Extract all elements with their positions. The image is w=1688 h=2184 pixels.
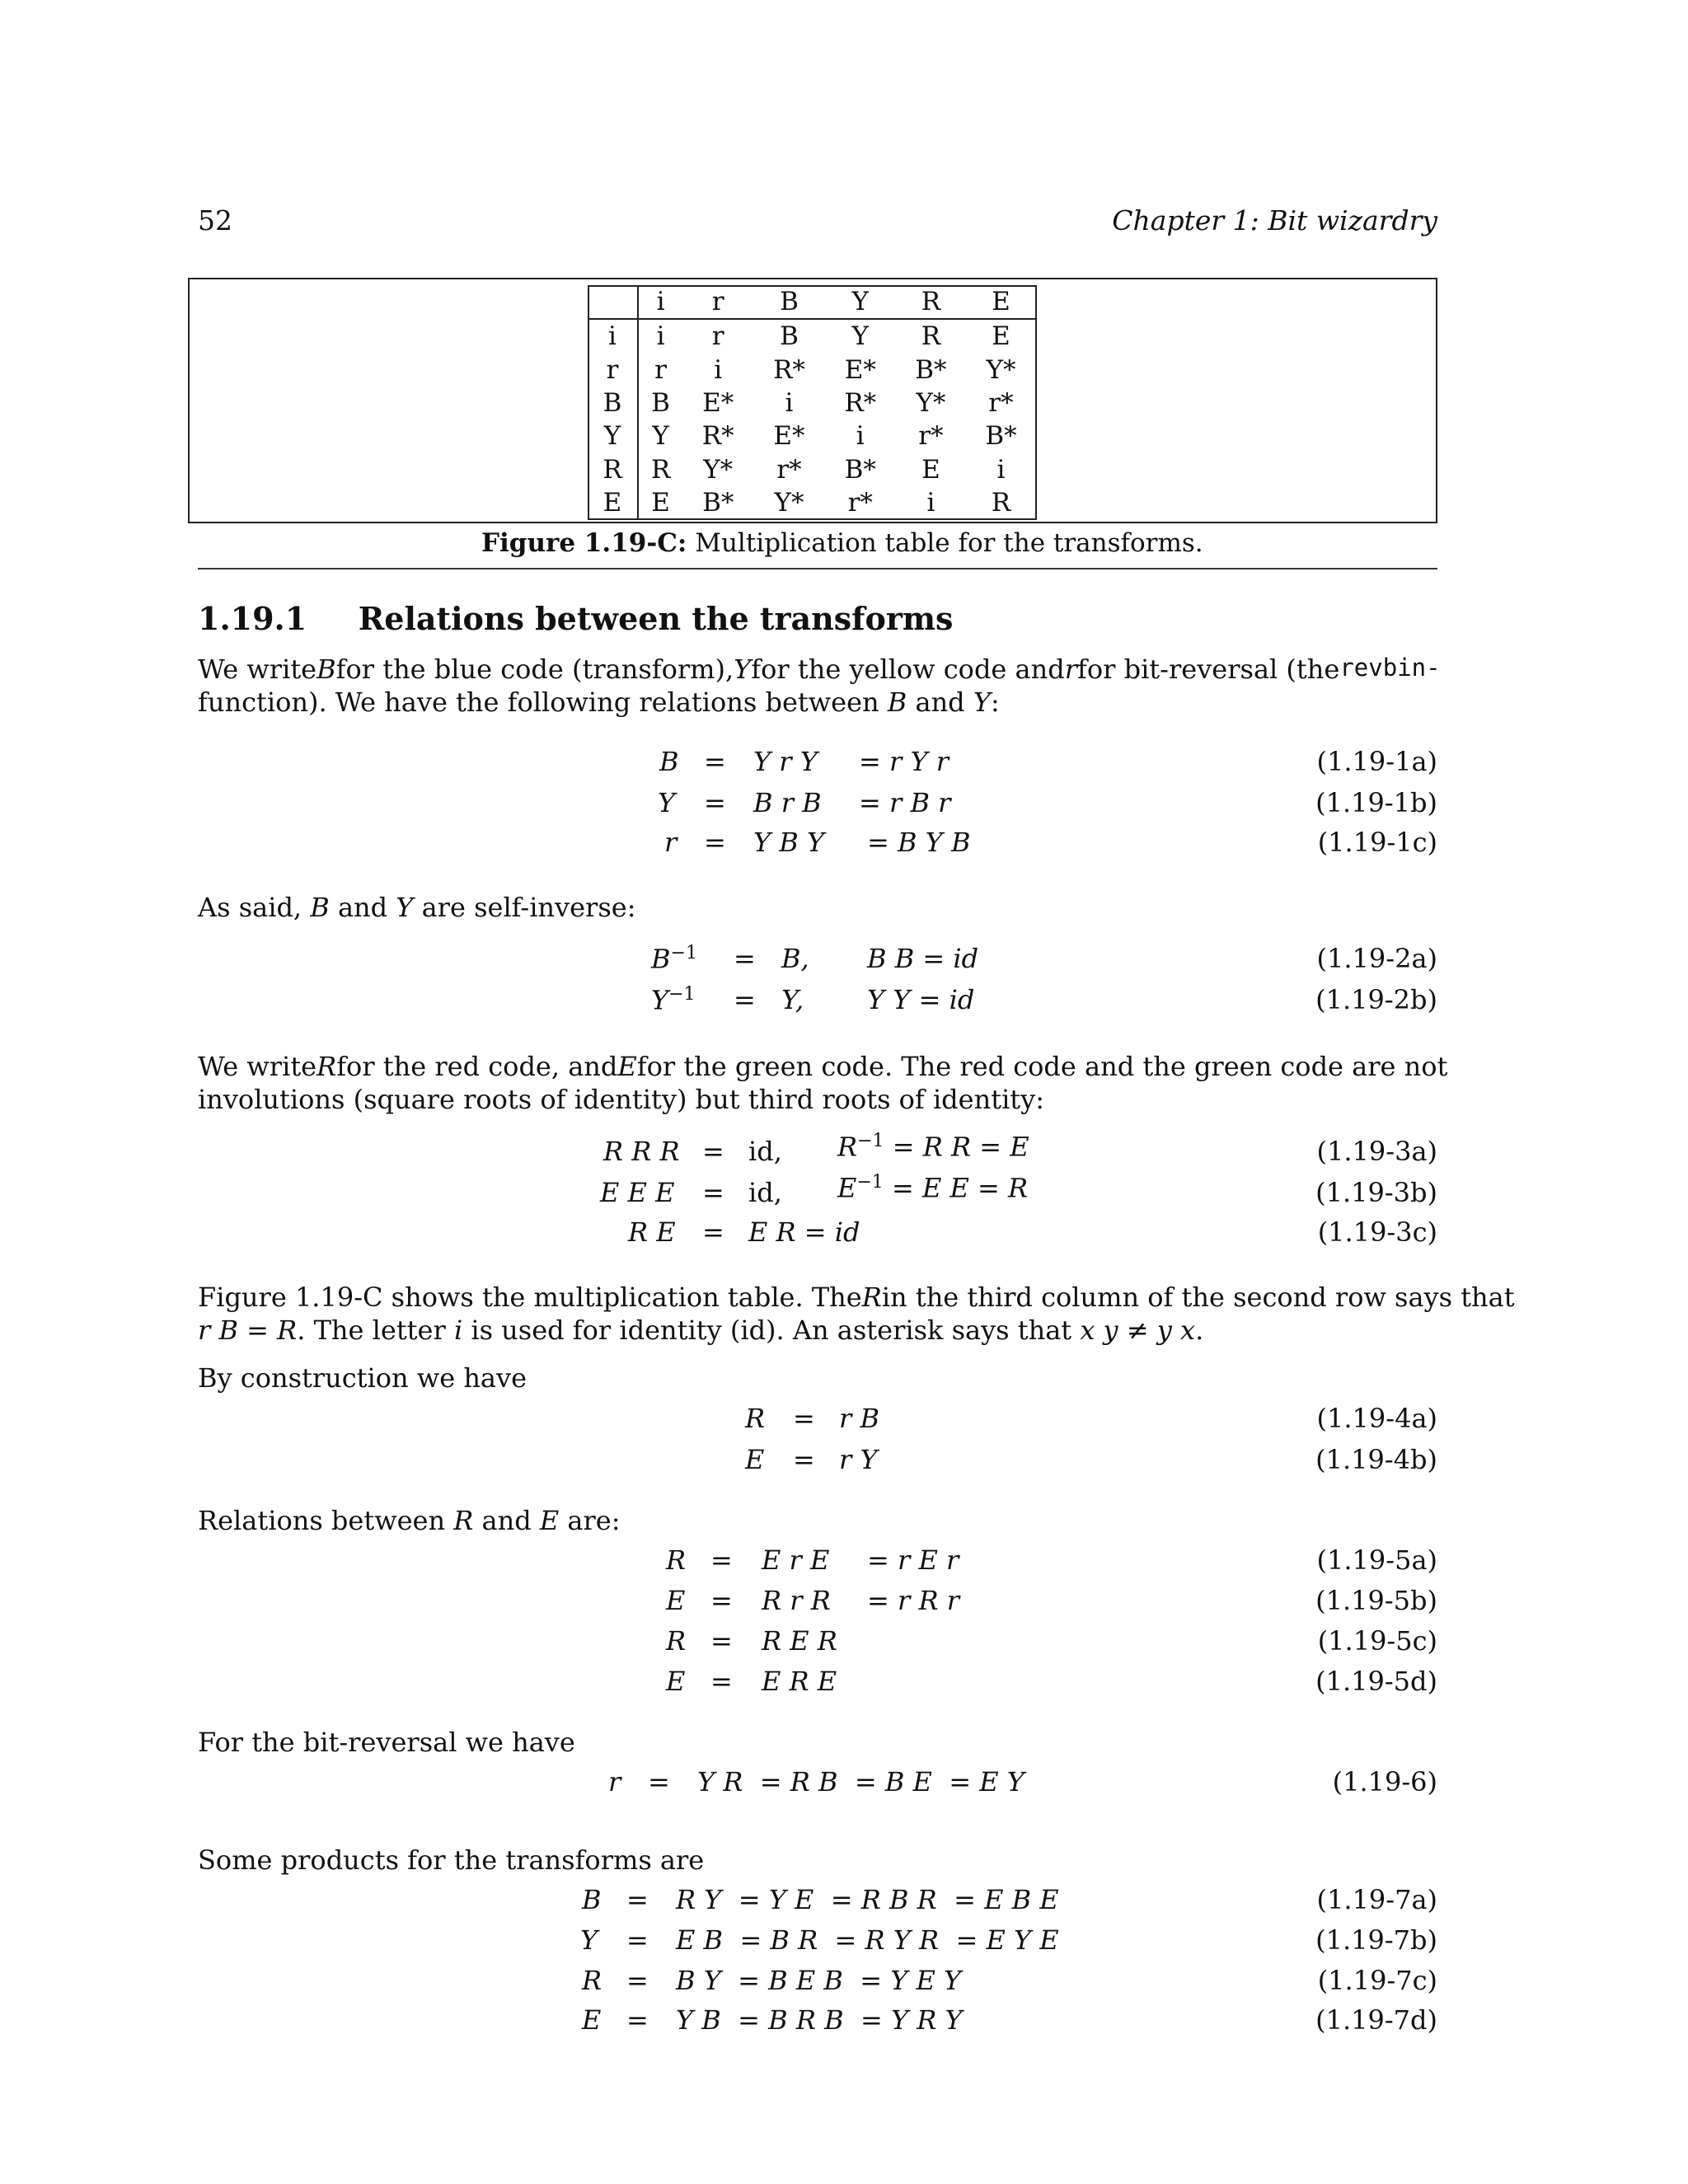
eq-lhs: E E E [600, 1177, 675, 1208]
paragraph-1-line-1: We write B for the blue code (transform), Y for the yellow code and r for bit-reversal (the revbin- [198, 654, 1441, 685]
table-col-header: r [682, 285, 753, 319]
table-row-header: i [588, 319, 638, 353]
table-cell: B* [702, 487, 734, 518]
caption-text: Multiplication table for the transforms. [695, 528, 1203, 558]
section-title: Relations between the transforms [358, 600, 954, 637]
eq-rhs: Y B Y [753, 827, 825, 858]
eq-rhs-2: $R^{-1} = R$ R = E [837, 1131, 1029, 1163]
eq-rhs-2: B B = id [867, 943, 979, 974]
eq-rhs: r B [839, 1403, 879, 1434]
eq-rhs: R Y = Y E = R B R = E B E [676, 1884, 1059, 1915]
eq-sign: = [702, 1177, 724, 1208]
eq-number: (1.19-7d) [1315, 2004, 1437, 2036]
eq-number: (1.19-3b) [1315, 1177, 1437, 1208]
table-cell: r* [776, 454, 802, 485]
table-row-header: R [588, 452, 638, 485]
eq-sign: = [648, 1766, 670, 1797]
paragraph-4-line-2: r B = R. The letter i is used for identity (id). An asterisk says that x y ≠ y x. [198, 1315, 1204, 1346]
table-col-header: Y [825, 285, 896, 319]
table-cell: E [921, 454, 940, 485]
table-cell: R [921, 321, 941, 352]
eq-number: (1.19-4b) [1315, 1444, 1437, 1475]
table-cell: E [992, 321, 1010, 352]
paragraph-3-line-1: We write R for the red code, and E for the green code. The red code and the green code are not [198, 1051, 1448, 1082]
eq-rhs-2: Y Y = id [867, 984, 975, 1015]
table-cell: B [780, 321, 799, 352]
section-heading [198, 600, 953, 637]
eq-rhs-2: = r B r [859, 787, 951, 818]
table-cell: E [651, 487, 670, 518]
eq-rhs: id, [748, 1136, 782, 1167]
eq-sign: = [793, 1403, 815, 1434]
multiplication-table [588, 285, 1036, 519]
eq-number: (1.19-3c) [1317, 1216, 1437, 1248]
table-row [588, 419, 1036, 452]
paragraph-5: By construction we have [198, 1362, 528, 1394]
table-row [588, 354, 1036, 387]
section-number: 1.19.1 [198, 600, 307, 637]
eq-lhs: E [666, 1666, 686, 1697]
eq-lhs: r [664, 827, 678, 858]
table-cell: r [711, 321, 724, 352]
figure-caption [481, 528, 1203, 558]
code-revbin: revbin- [1339, 654, 1441, 682]
table-cell: R [991, 487, 1011, 518]
eq-lhs: R [745, 1403, 766, 1434]
eq-rhs-2: $E^{-1} = E$ E = R [837, 1172, 1029, 1204]
eq-lhs: Y [658, 787, 676, 818]
eq-sign: = [734, 984, 756, 1015]
eq-rhs-2: = B Y B [867, 827, 971, 858]
table-cell: r [654, 354, 667, 385]
table-row-header: Y [588, 419, 638, 452]
eq-number: (1.19-5c) [1317, 1625, 1437, 1657]
eq-lhs: R [666, 1544, 687, 1576]
eq-lhs: B [582, 1884, 602, 1915]
eq-sign: = [710, 1625, 733, 1657]
table-col-header: E [966, 285, 1036, 319]
table-cell: B* [985, 421, 1017, 452]
eq-number: (1.19-1b) [1315, 787, 1437, 818]
table-cell: E* [773, 421, 805, 452]
paragraph-6: Relations between R and E are: [198, 1505, 621, 1536]
eq-number: (1.19-7c) [1317, 1965, 1437, 1996]
table-cell: R* [701, 421, 734, 452]
page-number: 52 [198, 204, 232, 237]
table-cell: B [651, 387, 670, 418]
eq-lhs: E [582, 2004, 602, 2036]
eq-sign: = [626, 1924, 649, 1956]
eq-rhs: id, [748, 1177, 782, 1208]
eq-sign: = [734, 943, 756, 974]
table-row [588, 387, 1036, 419]
eq-rhs: E R E [762, 1666, 837, 1697]
eq-number: (1.19-5a) [1316, 1544, 1437, 1576]
table-col-header: B [753, 285, 824, 319]
table-cell: Y [652, 421, 669, 452]
eq-sign: = [704, 827, 726, 858]
eq-sign: = [704, 787, 726, 818]
table-cell: i [996, 454, 1006, 485]
eq-number: (1.19-5d) [1315, 1666, 1437, 1697]
paragraph-7: For the bit-reversal we have [198, 1727, 575, 1758]
eq-rhs: E B = B R = R Y R = E Y E [676, 1924, 1059, 1956]
eq-sign: = [710, 1666, 733, 1697]
table-row [588, 319, 1036, 353]
table-row-header: r [588, 354, 638, 387]
eq-lhs: Y [580, 1924, 598, 1956]
eq-rhs-2: = r E r [867, 1544, 959, 1576]
table-cell: R* [844, 387, 877, 418]
eq-number: (1.19-2a) [1316, 943, 1437, 974]
eq-number: (1.19-4a) [1316, 1403, 1437, 1434]
eq-rhs-2: = r Y r [859, 746, 950, 777]
eq-rhs: Y B = B R B = Y R Y [676, 2004, 963, 2036]
eq-lhs: $B^{-1}$ [651, 943, 697, 975]
table-cell: Y* [703, 454, 734, 485]
eq-sign: = [710, 1585, 733, 1616]
eq-number: (1.19-7b) [1315, 1924, 1437, 1956]
eq-rhs: E r E [762, 1544, 830, 1576]
table-cell: R [650, 454, 671, 485]
eq-number: (1.19-1a) [1316, 746, 1437, 777]
eq-number: (1.19-5b) [1315, 1585, 1437, 1616]
table-cell: B* [844, 454, 876, 485]
table-cell: E* [702, 387, 734, 418]
eq-lhs: E [666, 1585, 686, 1616]
eq-rhs: R E R [762, 1625, 837, 1657]
table-cell: E* [844, 354, 876, 385]
table-col-header: i [638, 285, 682, 319]
eq-rhs: R r R [762, 1585, 831, 1616]
table-cell: Y* [986, 354, 1016, 385]
eq-lhs: R [666, 1625, 687, 1657]
eq-sign: = [710, 1544, 733, 1576]
table-cell: i [714, 354, 723, 385]
eq-lhs: R [582, 1965, 603, 1996]
eq-lhs: $Y^{-1}$ [651, 984, 696, 1016]
eq-number: (1.19-2b) [1315, 984, 1437, 1015]
eq-rhs: B, [781, 943, 809, 974]
paragraph-2: As said, B and Y are self-inverse: [198, 892, 636, 923]
table-cell: r* [988, 387, 1014, 418]
eq-rhs: E R = id [748, 1216, 860, 1248]
eq-rhs-2: = r R r [867, 1585, 960, 1616]
eq-lhs: r [608, 1766, 621, 1797]
eq-rhs: Y r Y [753, 746, 818, 777]
table-cell: Y [851, 321, 869, 352]
eq-sign: = [704, 746, 726, 777]
paragraph-3-line-2: involutions (square roots of identity) but third roots of identity: [198, 1084, 1045, 1115]
table-row [588, 452, 1036, 485]
eq-number: (1.19-1c) [1317, 827, 1437, 858]
eq-sign: = [626, 1884, 649, 1915]
paragraph-1-line-2: function). We have the following relations between B and Y: [198, 687, 1000, 718]
table-corner [588, 285, 638, 319]
eq-rhs: r Y [839, 1444, 878, 1475]
table-cell: Y* [774, 487, 804, 518]
eq-sign: = [626, 2004, 649, 2036]
eq-lhs: B [659, 746, 679, 777]
eq-number: (1.19-7a) [1316, 1884, 1437, 1915]
caption-label: Figure 1.19-C: [481, 528, 687, 558]
figure-rule [198, 568, 1437, 569]
eq-lhs: E [745, 1444, 765, 1475]
eq-number: (1.19-3a) [1316, 1136, 1437, 1167]
eq-rhs: Y R = R B = B E = E Y [697, 1766, 1025, 1797]
table-cell: i [856, 421, 865, 452]
table-cell: Y* [916, 387, 946, 418]
eq-rhs: B Y = B E B = Y E Y [676, 1965, 962, 1996]
eq-rhs: Y, [781, 984, 804, 1015]
running-head: Chapter 1: Bit wizardry [1112, 204, 1437, 237]
table-col-header: R [896, 285, 966, 319]
table-cell: r* [918, 421, 944, 452]
eq-lhs: R R R [603, 1136, 680, 1167]
eq-sign: = [702, 1216, 724, 1248]
table-cell: i [926, 487, 935, 518]
eq-number: (1.19-6) [1332, 1766, 1437, 1797]
table-cell: i [656, 321, 665, 352]
eq-lhs: R E [628, 1216, 676, 1248]
table-row-header: B [588, 387, 638, 419]
table-cell: B* [915, 354, 947, 385]
table-header-row [588, 285, 1036, 319]
table-row [588, 486, 1036, 519]
table-row-header: E [588, 486, 638, 519]
paragraph-8: Some products for the transforms are [198, 1844, 705, 1876]
table-cell: i [785, 387, 794, 418]
table-cell: r* [847, 487, 873, 518]
paragraph-4-line-1: Figure 1.19-C shows the multiplication table. The R in the third column of the second row says that [198, 1282, 1515, 1313]
eq-sign: = [702, 1136, 724, 1167]
eq-sign: = [793, 1444, 815, 1475]
table-cell: R* [773, 354, 805, 385]
eq-sign: = [626, 1965, 649, 1996]
eq-rhs: B r B [753, 787, 822, 818]
